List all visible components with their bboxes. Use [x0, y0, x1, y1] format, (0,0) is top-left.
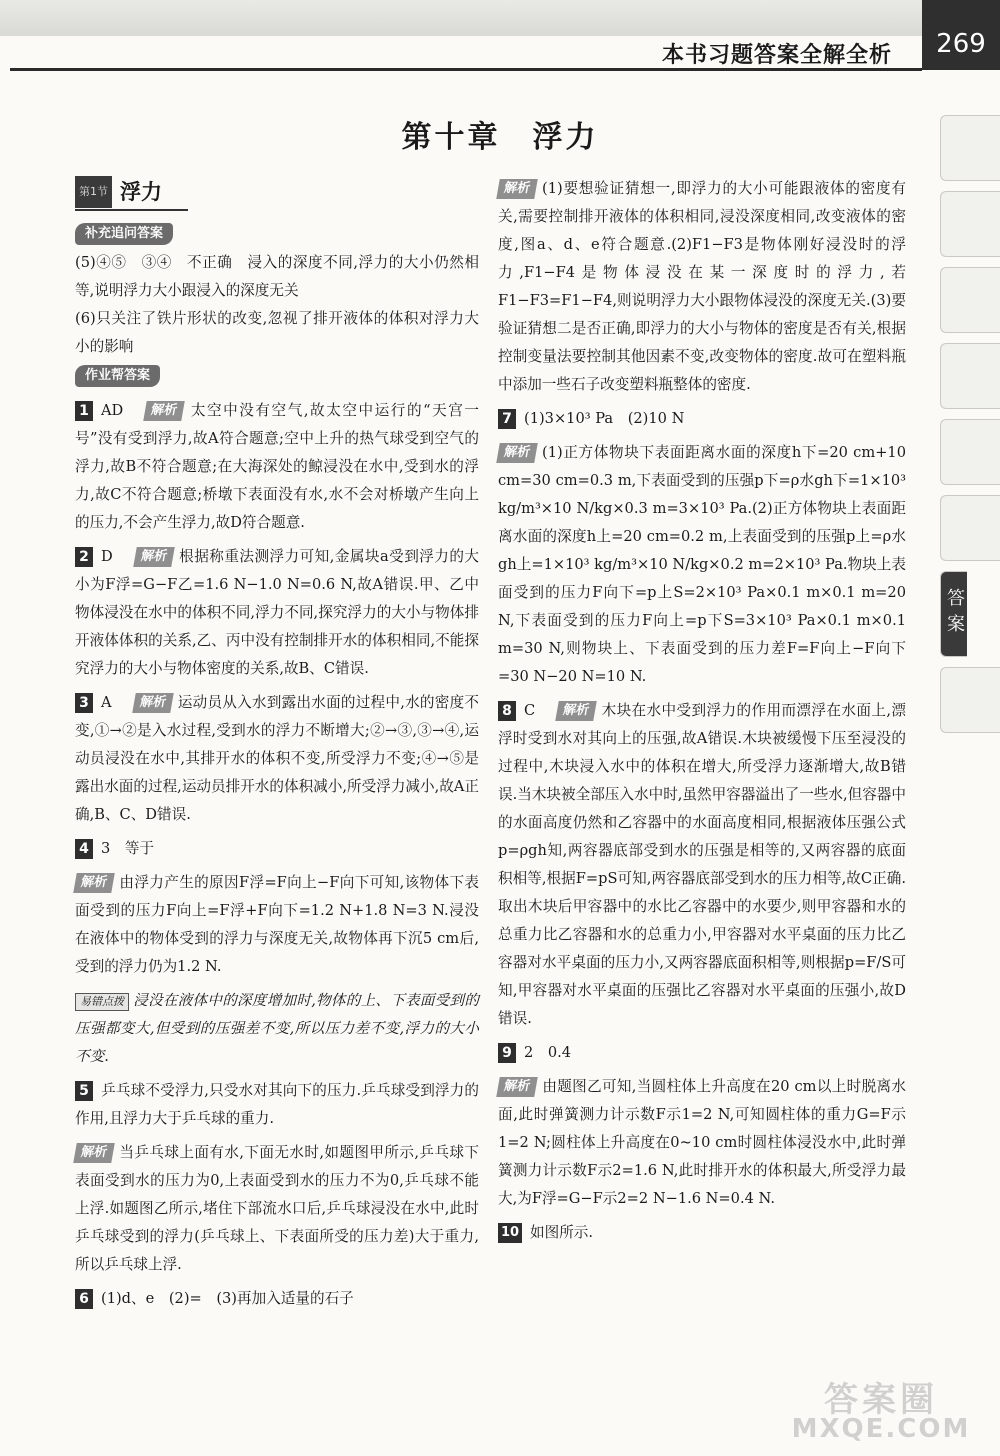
- analysis-tag: 解析: [143, 401, 185, 421]
- section-badge: 第1节: [75, 176, 112, 208]
- item-text: (1)要想验证猜想一,即浮力的大小可能跟液体的密度有关,需要控制排开液体的体积相同,浸没深度相同,改变液体的密度,图a、d、e符合题意.(2)F1−F3是物体刚好浸没时的浮力,F1−F4是物体浸没在某一深度时的浮力,若F1−F3=F1−F4,则说明浮力大小跟物体浸没的深度无关.(3)要验证猜想二是否正确,即浮力的大小与物体的密度是否有关,根据控制变量法要控制其他因素不变,改变物体的密度.故可在塑料瓶中添加一些石子改变塑料瓶整体的密度.: [498, 180, 906, 393]
- watermark-logo: [776, 1368, 986, 1448]
- section-title: 浮力: [120, 180, 162, 204]
- analysis-tag: 解析: [73, 873, 115, 893]
- analysis-tag: 解析: [132, 693, 174, 713]
- header-band: [0, 0, 930, 36]
- analysis-tag: 解析: [73, 1143, 115, 1163]
- item-text: 由题图乙可知,当圆柱体上升高度在20 cm以上时脱离水面,此时弹簧测力计示数F示1=2 N,可知圆柱体的重力G=F示1=2 N;圆柱体上升高度在0~10 cm时圆柱体浸没水中,此时弹簧测力计示数F示2=1.6 N,此时排开水的体积最大,所受浮力最大,为F浮=G−F示2=2 N−1.6 N=0.4 N.: [498, 1078, 906, 1207]
- side-tab: [940, 115, 1000, 181]
- analysis-block: [498, 439, 906, 691]
- supplement-label: 补充追问答案: [75, 223, 173, 245]
- analysis-tag: 解析: [496, 443, 538, 463]
- item-text: 由浮力产生的原因F浮=F向上−F向下可知,该物体下表面受到的压力F向上=F浮+F向下=1.2 N+1.8 N=3 N.浸没在液体中的物体受到的浮力与深度无关,故物体再下沉5 cm后,受到的浮力仍为1.2 N.: [75, 874, 479, 975]
- item-number: 3: [75, 693, 93, 713]
- item-answer: (1)d、e (2)= (3)再加入适量的石子: [101, 1290, 354, 1307]
- analysis-block: [75, 1139, 479, 1279]
- answer-item: [75, 835, 479, 863]
- tip-label: 易错点拨: [75, 993, 129, 1011]
- analysis-tag: 解析: [496, 179, 538, 199]
- item-answer: AD: [101, 402, 124, 419]
- watermark-top: 答案圈: [824, 1380, 938, 1420]
- item-number: 5: [75, 1081, 93, 1101]
- answer-item: [498, 697, 906, 1033]
- side-tab: [940, 495, 1000, 561]
- right-column: [498, 175, 906, 1247]
- side-tab: [940, 419, 1000, 485]
- item-text: (1)正方体物块下表面距离水面的深度h下=20 cm+10 cm=30 cm=0.3 m,下表面受到的压强p下=ρ水gh下=1×10³ kg/m³×10 N/kg×0.3 m=3×10³ Pa.(2)正方体物块上表面距离水面的深度h上=20 cm=0.2 m,上表面受到的压强p上=ρ水gh上=1×10³ kg/m³×10 N/kg×0.2 m=2×10³ Pa.物块上表面受到的压力F向下=p上S=2×10³ Pa×0.1 m×0.1 m=20 N,下表面受到的压力F向上=p下S=3×10³ Pa×0.1 m×0.1 m=30 N,则物块上、下表面受到的压力差F=F向上−F向下=30 N−20 N=10 N.: [498, 444, 906, 685]
- chapter-title: [0, 112, 1000, 156]
- side-tabs: [940, 115, 1000, 743]
- section-heading: [75, 175, 188, 211]
- answer-item: [498, 405, 906, 433]
- item-answer: C: [524, 702, 536, 719]
- item-number: 8: [498, 701, 516, 721]
- answer-item: [75, 397, 479, 537]
- left-column: [75, 175, 479, 1313]
- side-tab: [940, 343, 1000, 409]
- item-answer: 3 等于: [101, 840, 155, 857]
- item-text: 根据称重法测浮力可知,金属块a受到浮力的大小为F浮=G−F乙=1.6 N−1.0 N=0.6 N,故A错误.甲、乙中物体浸没在水中的体积不同,浮力不同,探究浮力的大小与物体排开液体体积的关系,乙、丙中没有控制排开水的体积相同,不能探究浮力的大小与物体密度的关系,故B、C错误.: [75, 548, 479, 677]
- tip-block: [75, 987, 479, 1071]
- answer-item: [75, 689, 479, 829]
- page-number: 269: [922, 0, 1000, 70]
- answer-item: [498, 1219, 906, 1247]
- tip-text: 浸没在液体中的深度增加时,物体的上、下表面受到的压强都变大,但受到的压强差不变,所以压力差不变,浮力的大小不变.: [75, 992, 479, 1065]
- supplement-line: (5)④⑤ ③④ 不正确 浸入的深度不同,浮力的大小仍然相等,说明浮力大小跟浸入的深度无关: [75, 254, 479, 299]
- item-answer: D: [101, 548, 113, 565]
- analysis-tag: 解析: [133, 547, 175, 567]
- item-number: 2: [75, 547, 93, 567]
- analysis-block: [75, 869, 479, 981]
- supplement-line: (6)只关注了铁片形状的改变,忽视了排开液体的体积对浮力大小的影响: [75, 310, 479, 355]
- header-rule: [10, 68, 922, 71]
- item-text: 木块在水中受到浮力的作用而漂浮在水面上,漂浮时受到水对其向上的压强,故A错误.木块被缓慢下压至浸没的过程中,木块浸入水中的体积在增大,所受浮力逐渐增大,故B错误.当木块被全部压入水中时,虽然甲容器溢出了一些水,但容器中的水面高度仍然和乙容器中的水面高度相同,根据液体压强公式p=ρgh知,两容器底部受到水的压强是相等的,又两容器的底面积相等,根据F=pS可知,两容器底部受到水的压力相等,故C正确.取出木块后甲容器中的水比乙容器中的水要少,则甲容器和水的总重力比乙容器和水的总重力小,甲容器对水平桌面的压力比乙容器对水平桌面的压力小,又两容器底面积相等,则根据p=F/S可知,甲容器对水平桌面的压强比乙容器对水平桌面的压强小,故D错误.: [498, 702, 906, 1027]
- side-tab: [940, 191, 1000, 257]
- item-number: 7: [498, 409, 516, 429]
- chapter-name: 浮力: [532, 120, 599, 155]
- item-text: 太空中没有空气,故太空中运行的“天宫一号”没有受到浮力,故A符合题意;空中上升的热气球受到空气的浮力,故B不符合题意;在大海深处的鲸浸没在水中,受到水的浮力,故C不符合题意;桥墩下表面没有水,水不会对桥墩产生向上的压力,不会产生浮力,故D符合题意.: [75, 402, 479, 531]
- side-tab: [940, 267, 1000, 333]
- side-tab: [940, 667, 1000, 733]
- item-number: 6: [75, 1289, 93, 1309]
- analysis-tag: 解析: [555, 701, 597, 721]
- watermark-bottom: MXQE.COM: [791, 1414, 971, 1444]
- item-number: 9: [498, 1043, 516, 1063]
- analysis-block: [498, 1073, 906, 1213]
- chapter-prefix: 第十章: [401, 120, 501, 155]
- item-answer: (1)3×10³ Pa (2)10 N: [524, 410, 685, 427]
- item-text: 当乒乓球上面有水,下面无水时,如题图甲所示,乒乓球下表面受到水的压力为0,上表面受到水的压力不为0,乒乓球不能上浮.如题图乙所示,堵住下部流水口后,乒乓球浸没在水中,此时乒乓球受到的浮力(乒乓球上、下表面所受的压力差)大于重力,所以乒乓球上浮.: [75, 1144, 479, 1273]
- answer-item: [498, 1039, 906, 1067]
- item-text: 运动员从入水到露出水面的过程中,水的密度不变,①→②是入水过程,受到水的浮力不断增大;②→③,③→④,运动员浸没在水中,其排开水的体积不变,所受浮力不变;④→⑤是露出水面的过程,运动员排开水的体积减小,所受浮力减小,故A正确,B、C、D错误.: [75, 694, 479, 823]
- analysis-tag: 解析: [496, 1077, 538, 1097]
- analysis-block: [498, 175, 906, 399]
- answer-item: [75, 1077, 479, 1133]
- answer-item: [75, 1285, 479, 1313]
- item-number: 4: [75, 839, 93, 859]
- item-answer: 乒乓球不受浮力,只受水对其向下的压力.乒乓球受到浮力的作用,且浮力大于乒乓球的重力.: [75, 1082, 479, 1127]
- item-number: 10: [498, 1223, 522, 1243]
- answer-item: [75, 543, 479, 683]
- item-number: 1: [75, 401, 93, 421]
- item-answer: 2 0.4: [524, 1044, 572, 1061]
- item-answer: 如图所示.: [530, 1224, 594, 1241]
- item-answer: A: [101, 694, 112, 711]
- side-tab-answers[interactable]: 答案: [940, 571, 967, 657]
- homework-label: 作业帮答案: [75, 365, 160, 387]
- running-header-title: 本书习题答案全解全析: [661, 43, 892, 68]
